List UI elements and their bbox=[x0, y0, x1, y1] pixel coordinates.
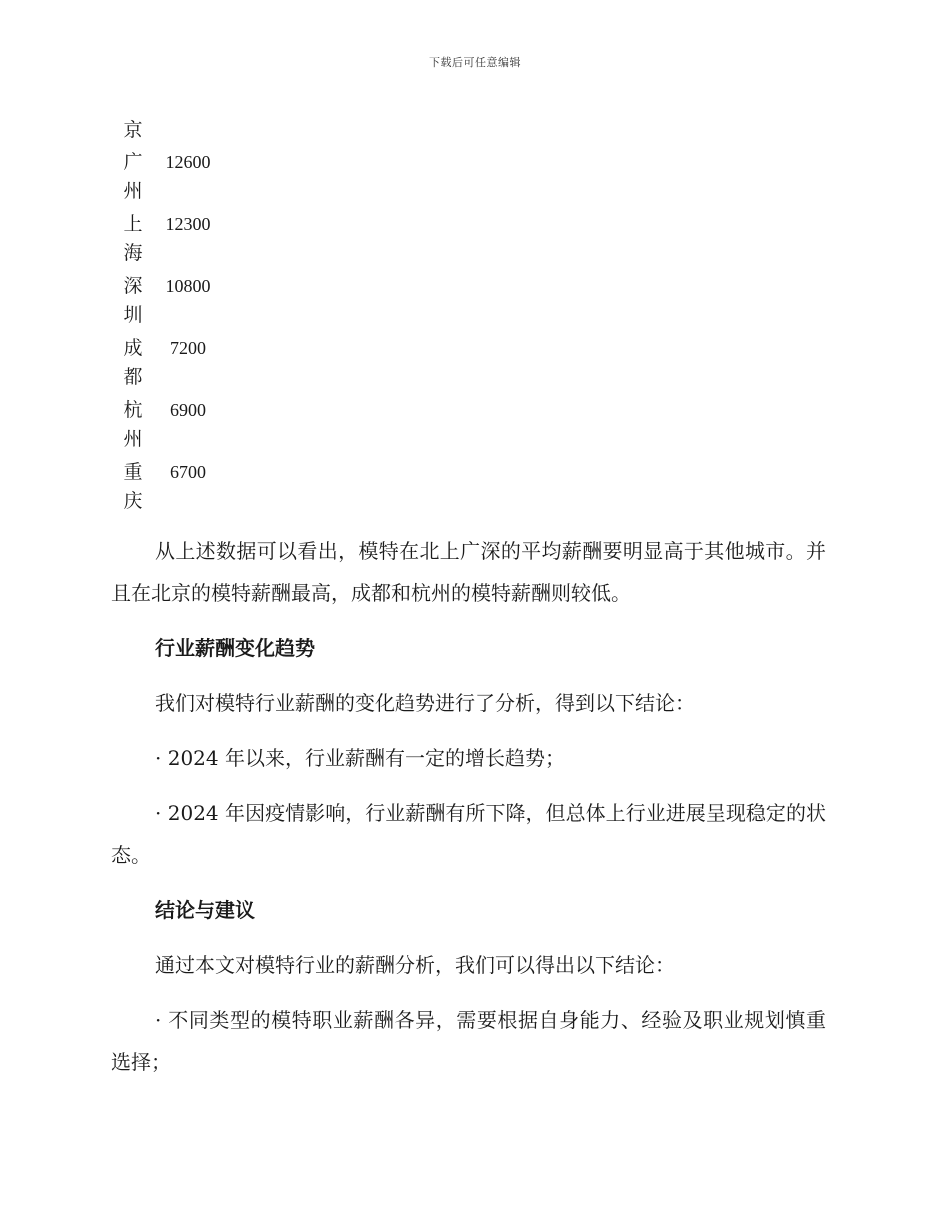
city-char: 庆 bbox=[123, 490, 143, 512]
city-name-fragment bbox=[120, 116, 146, 145]
city-name bbox=[120, 458, 146, 516]
analysis-paragraph: 从上述数据可以看出，模特在北上广深的平均薪酬要明显高于其他城市。并且在北京的模特薪酬最高，成都和杭州的模特薪酬则较低。 bbox=[111, 539, 826, 605]
city-char: 都 bbox=[123, 366, 143, 388]
city-char: 圳 bbox=[123, 304, 143, 326]
section-heading-trend: 行业薪酬变化趋势 bbox=[155, 636, 315, 660]
salary-value: 12600 bbox=[165, 152, 211, 172]
city-name bbox=[120, 148, 146, 206]
city-char: 成 bbox=[123, 337, 143, 359]
conclusion-bullet: · 不同类型的模特职业薪酬各异，需要根据自身能力、经验及职业规划慎重选择； bbox=[111, 1008, 826, 1074]
city-char: 广 bbox=[123, 151, 143, 173]
city-char: 州 bbox=[123, 428, 143, 450]
trend-bullet: · 2024 年以来，行业薪酬有一定的增长趋势； bbox=[155, 746, 565, 770]
trend-intro-paragraph: 我们对模特行业薪酬的变化趋势进行了分析，得到以下结论： bbox=[155, 691, 695, 715]
salary-value: 10800 bbox=[165, 276, 211, 296]
city-char: 重 bbox=[123, 461, 143, 483]
city-char: 杭 bbox=[123, 399, 143, 421]
city-char: 上 bbox=[123, 213, 143, 235]
city-char: 州 bbox=[123, 180, 143, 202]
salary-value: 6700 bbox=[170, 462, 206, 482]
trend-bullet: · 2024 年因疫情影响，行业薪酬有所下降，但总体上行业进展呈现稳定的状态。 bbox=[111, 801, 826, 867]
city-name bbox=[120, 334, 146, 392]
salary-value: 7200 bbox=[170, 338, 206, 358]
salary-value: 6900 bbox=[170, 400, 206, 420]
city-char: 深 bbox=[123, 275, 143, 297]
city-name bbox=[120, 396, 146, 454]
city-char: 京 bbox=[123, 119, 143, 141]
city-name bbox=[120, 272, 146, 330]
page-header-note: 下载后可任意编辑 bbox=[429, 56, 521, 69]
section-heading-conclusion: 结论与建议 bbox=[155, 898, 255, 922]
city-name bbox=[120, 210, 146, 268]
city-char: 海 bbox=[123, 242, 143, 264]
conclusion-intro-paragraph: 通过本文对模特行业的薪酬分析，我们可以得出以下结论： bbox=[155, 953, 675, 977]
salary-value: 12300 bbox=[165, 214, 211, 234]
document-body bbox=[111, 530, 826, 1096]
